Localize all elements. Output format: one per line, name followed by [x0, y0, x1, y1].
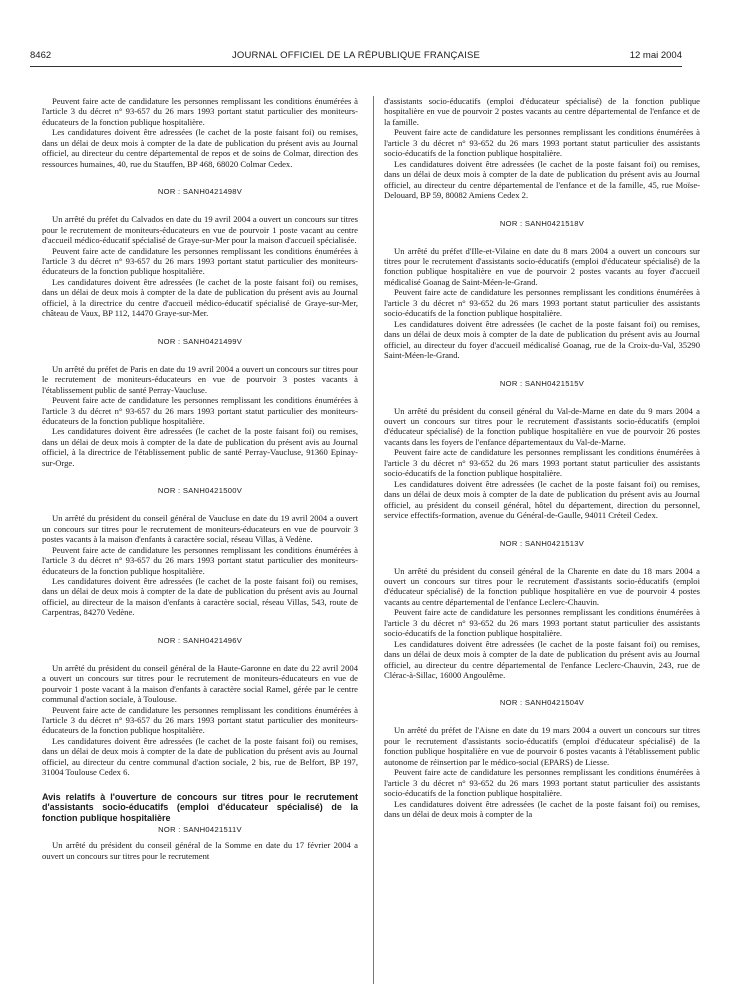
- paragraph: Peuvent faire acte de candidature les personnes remplissant les conditions énumérées à l'article 3 du décret n° 93-652 du 26 mars 1993 portant statut particulier des assistants socio-éducatifs de la fonction publique hospitalière.: [384, 127, 700, 159]
- paragraph: Les candidatures doivent être adressées (le cachet de la poste faisant foi) ou remises, dans un délai de deux mois à compter de la: [384, 798, 700, 820]
- paragraph: Les candidatures doivent être adressées (le cachet de la poste faisant foi) ou remises, dans un délai de deux mois à compter de la date de publication du présent avis au Journal officiel, au directeur du centre départemental de l'enfance Leclerc-Chauvin, 243, rue de Clérac-à-Sillac, 16000 Angoulême.: [384, 638, 700, 681]
- paragraph: Les candidatures doivent être adressées (le cachet de la poste faisant foi) ou remises, dans un délai de deux mois à compter de la date de publication du présent avis au Journal officiel, au directeur du foyer d'accueil médicalisé Goanag, rue de la Croix-du-Val, 35290 Saint-Méen-le-Grand.: [384, 318, 700, 361]
- nor-reference: NOR : SANH0421498V: [157, 187, 243, 197]
- nor-reference: NOR : SANH0421496V: [157, 635, 243, 645]
- column-separator: [373, 96, 374, 984]
- paragraph: Peuvent faire acte de candidature les personnes remplissant les conditions énumérées à l'article 3 du décret n° 93-657 du 26 mars 1993 portant statut particulier des moniteurs-éducateurs de la fonction publique hospitalière.: [42, 544, 358, 576]
- paragraph: Un arrêté du président du conseil général de la Charente en date du 18 mars 2004 a ouvert un concours sur titres pour le recrutement d'assistants socio-éducatifs (emploi d'éducateur spécialisé) de la fonction publique hospitalière en vue de pourvoir 4 postes vacants au centre départemental de l'enfance Leclerc-Chauvin.: [384, 565, 700, 607]
- section-heading: Avis relatifs à l'ouverture de concours sur titres pour le recrutement d'assistants socio-éducatifs (emploi d'éducateur spécialisé) de la fonction publique hospitalière: [42, 791, 358, 823]
- paragraph: Un arrêté du préfet du Calvados en date du 19 avril 2004 a ouvert un concours sur titres pour le recrutement de moniteurs-éducateurs en vue de pourvoir 1 poste vacant au centre d'accueil médico-éducatif spécialisé de Graye-sur-Mer pour la maison d'accueil spécialisée.: [42, 214, 358, 246]
- paragraph: Peuvent faire acte de candidature les personnes remplissant les conditions énumérées à l'article 3 du décret n° 93-652 du 26 mars 1993 portant statut particulier des assistants socio-éducatifs de la fonction publique hospitalière.: [384, 447, 700, 479]
- paragraph: Les candidatures doivent être adressées (le cachet de la poste faisant foi) ou remises, dans un délai de deux mois à compter de la date de publication du présent avis au Journal officiel, au directeur de la maison d'enfants à caractère social, réseau Villas, 543, route de Carpentras, 84270 Vedène.: [42, 575, 358, 618]
- page-header: [30, 50, 682, 64]
- paragraph: Les candidatures doivent être adressées (le cachet de la poste faisant foi) ou remises, dans un délai de deux mois à compter de la date de publication du présent avis au Journal officiel, au directeur du centre départemental de l'enfance et de la famille, 45, rue Moïse-Delouard, BP 59, 80082 Amiens Cedex 2.: [384, 158, 700, 201]
- paragraph: Un arrêté du préfet de Paris en date du 19 avril 2004 a ouvert un concours sur titres pour le recrutement de moniteurs-éducateurs en vue de pourvoir 3 postes vacants à l'établissement public de santé Perray-Vaucluse.: [42, 363, 358, 395]
- paragraph: Peuvent faire acte de candidature les personnes remplissant les conditions énumérées à l'article 3 du décret n° 93-652 du 26 mars 1993 portant statut particulier des assistants socio-éducatifs de la fonction publique hospitalière.: [384, 767, 700, 799]
- header-rule: [30, 66, 682, 67]
- nor-reference: NOR : SANH0421499V: [157, 336, 243, 346]
- paragraph: Les candidatures doivent être adressées (le cachet de la poste faisant foi) ou remises, dans un délai de deux mois à compter de la date de publication du présent avis au Journal officiel, au directeur du centre départemental de repos et de soins de Colmar, direction des ressources humaines, 40, rue du Stauffen, BP 468, 68020 Colmar Cedex.: [42, 127, 358, 169]
- paragraph: d'assistants socio-éducatifs (emploi d'éducateur spécialisé) de la fonction publique hospitalière en vue de pourvoir 2 postes vacants au centre départemental de l'enfance et de la famille.: [384, 96, 700, 127]
- paragraph: Un arrêté du président du conseil général de la Haute-Garonne en date du 22 avril 2004 a ouvert un concours sur titres pour le recrutement de moniteurs-éducateurs en vue de pourvoir 1 poste vacant à la maison d'enfants à caractère social Ramel, gérée par le centre communal d'action sociale, à Toulouse.: [42, 662, 358, 705]
- nor-reference: NOR : SANH0421504V: [499, 698, 585, 708]
- paragraph: Peuvent faire acte de candidature les personnes remplissant les conditions énumérées à l'article 3 du décret n° 93-657 du 26 mars 1993 portant statut particulier des moniteurs-éducateurs de la fonction publique hospitalière.: [42, 96, 358, 127]
- nor-reference: NOR : SANH0421518V: [499, 218, 585, 228]
- paragraph: Un arrêté du président du conseil général du Val-de-Marne en date du 9 mars 2004 a ouvert un concours sur titres pour le recrutement d'assistants socio-éducatifs (emploi d'éducateur spécialisé) de la fonction publique hospitalière en vue de pourvoir 26 postes vacants dans les foyers de l'enfance départementaux du Val-de-Marne.: [384, 405, 700, 447]
- nor-reference: NOR : SANH0421513V: [499, 538, 585, 548]
- nor-reference: NOR : SANH0421515V: [499, 378, 585, 388]
- paragraph: Les candidatures doivent être adressées (le cachet de la poste faisant foi) ou remises, dans un délai de deux mois à compter de la date de publication du présent avis au Journal officiel, à la directrice de l'établissement public de santé Perray-Vaucluse, 91360 Epinay-sur-Orge.: [42, 426, 358, 468]
- issue-date: 12 mai 2004: [629, 50, 682, 61]
- paragraph: Un arrêté du préfet d'Ille-et-Vilaine en date du 8 mars 2004 a ouvert un concours sur titres pour le recrutement d'assistants socio-éducatifs (emploi d'éducateur spécialisé) de la fonction publique hospitalière en vue de pourvoir 2 postes vacants au foyer d'accueil médicalisé Goanag de Saint-Méen-le-Grand.: [384, 245, 700, 287]
- nor-reference: NOR : SANH0421500V: [157, 486, 243, 496]
- paragraph: Peuvent faire acte de candidature les personnes remplissant les conditions énumérées à l'article 3 du décret n° 93-657 du 26 mars 1993 portant statut particulier des moniteurs-éducateurs de la fonction publique hospitalière.: [42, 704, 358, 736]
- paragraph: Peuvent faire acte de candidature les personnes remplissant les conditions énumérées à l'article 3 du décret n° 93-652 du 26 mars 1993 portant statut particulier des assistants socio-éducatifs de la fonction publique hospitalière.: [384, 607, 700, 639]
- nor-reference: NOR : SANH0421511V: [158, 825, 242, 835]
- left-column: [42, 96, 358, 984]
- journal-title: JOURNAL OFFICIEL DE LA RÉPUBLIQUE FRANÇAISE: [231, 50, 481, 61]
- paragraph: Peuvent faire acte de candidature les personnes remplissant les conditions énumérées à l'article 3 du décret n° 93-657 du 26 mars 1993 portant statut particulier des moniteurs-éducateurs de la fonction publique hospitalière.: [42, 395, 358, 426]
- paragraph: Un arrêté du président du conseil général de Vaucluse en date du 19 avril 2004 a ouvert un concours sur titres pour le recrutement de moniteurs-éducateurs en vue de pourvoir 3 postes vacants à la maison d'enfants à caractère social, réseau Villas, à Vedène.: [42, 513, 358, 545]
- paragraph: Les candidatures doivent être adressées (le cachet de la poste faisant foi) ou remises, dans un délai de deux mois à compter de la date de publication du présent avis au Journal officiel, au directeur du centre communal d'action sociale, 2 bis, rue de Belfort, BP 197, 31004 Toulouse Cedex 6.: [42, 735, 358, 778]
- paragraph: Un arrêté du président du conseil général de la Somme en date du 17 février 2004 a ouvert un concours sur titres pour le recrutement: [42, 840, 358, 861]
- paragraph: Les candidatures doivent être adressées (le cachet de la poste faisant foi) ou remises, dans un délai de deux mois à compter de la date de publication du présent avis au Journal officiel, au président du conseil général, hôtel du département, direction du personnel, service effectifs-formation, avenue du Général-de-Gaulle, 94011 Créteil Cedex.: [384, 478, 700, 521]
- paragraph: Peuvent faire acte de candidature les personnes remplissant les conditions énumérées à l'article 3 du décret n° 93-652 du 26 mars 1993 portant statut particulier des assistants socio-éducatifs de la fonction publique hospitalière.: [384, 287, 700, 319]
- paragraph: Les candidatures doivent être adressées (le cachet de la poste faisant foi) ou remises, dans un délai de deux mois à compter de la date de publication du présent avis au Journal officiel, à la directrice du centre d'accueil médico-éducatif spécialisé de Graye-sur-Mer, château de Vaux, BP 112, 14470 Graye-sur-Mer.: [42, 276, 358, 319]
- page-number: 8462: [30, 50, 52, 61]
- paragraph: Un arrêté du préfet de l'Aisne en date du 19 mars 2004 a ouvert un concours sur titres pour le recrutement d'assistants socio-éducatifs (emploi d'éducateur spécialisé) de la fonction publique hospitalière en vue de pourvoir 6 postes vacants à l'établissement public autonome de réinsertion par le médico-social (EPARS) de Liesse.: [384, 725, 700, 767]
- paragraph: Peuvent faire acte de candidature les personnes remplissant les conditions énumérées à l'article 3 du décret n° 93-657 du 26 mars 1993 portant statut particulier des moniteurs-éducateurs de la fonction publique hospitalière.: [42, 245, 358, 277]
- right-column: [384, 96, 700, 984]
